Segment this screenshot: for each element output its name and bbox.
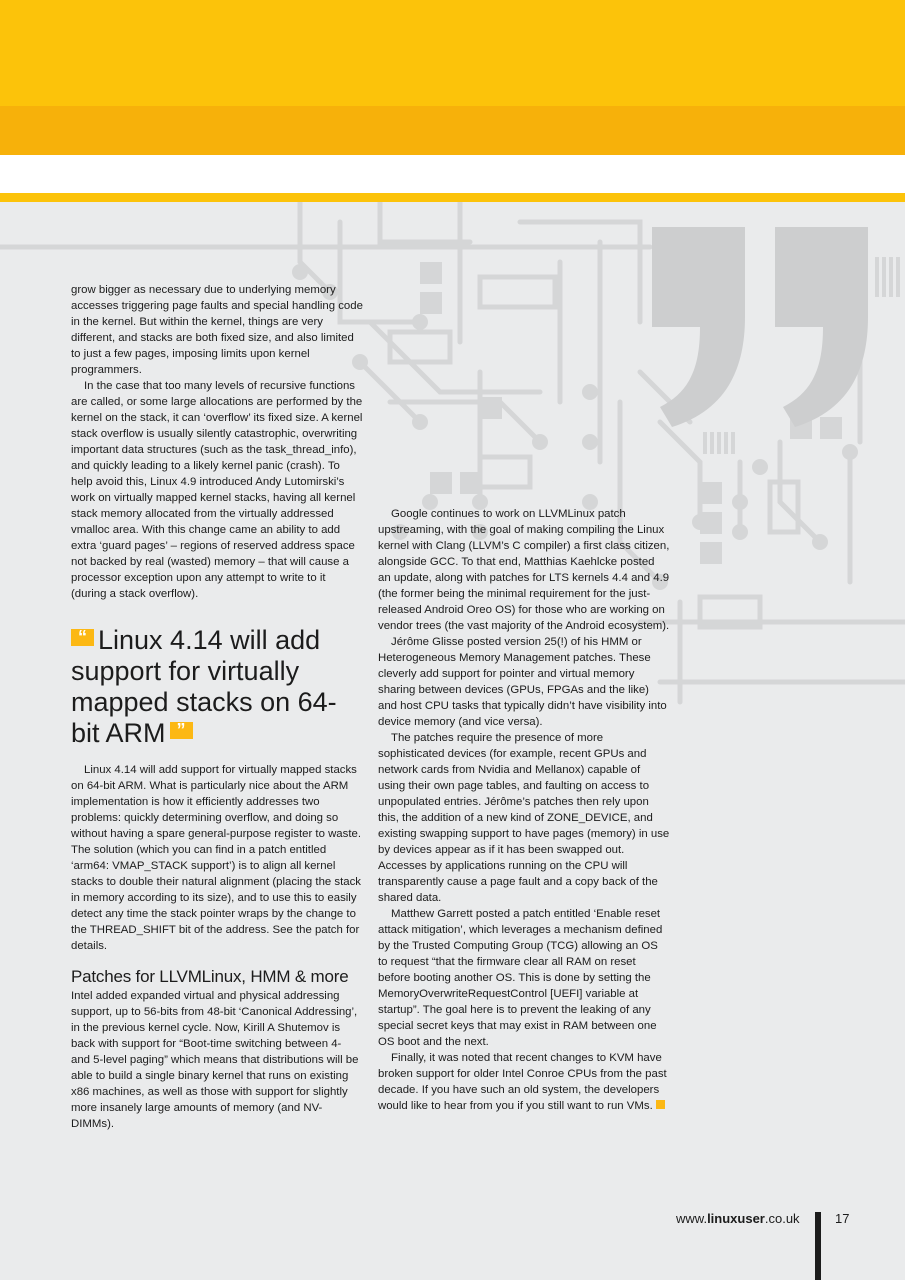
- url-suffix: .co.uk: [764, 1211, 800, 1226]
- page-number: 17: [835, 1211, 850, 1226]
- closing-quote-graphic: [652, 227, 868, 427]
- pull-quote-text: Linux 4.14 will add support for virtually mapped stacks on 64-bit ARM: [71, 625, 337, 748]
- body-paragraph-text: Finally, it was noted that recent changes to KVM have broken support for older Intel Conroe CPUs from the past decade. If you have such an old system, the developers would like to hear from you if you still want to run VMs.: [378, 1052, 667, 1112]
- close-quote-icon: ”: [170, 722, 193, 739]
- url-brand: linuxuser: [707, 1211, 765, 1226]
- header-band-yellow: [0, 0, 905, 106]
- article-column-left: [71, 282, 363, 602]
- body-paragraph: Google continues to work on LLVMLinux patch upstreaming, with the goal of making compiling the Linux kernel with Clang (LLVM’s C compiler) a first class citizen, alongside GCC. To that end, Matthias Kaehlcke posted an update, along with patches for LTS kernels 4.4 and 4.9 (the former being the minimal requirement for the just-released Android Oreo OS) for those who are working on vendor trees (the vast majority of the Android ecosystem).: [378, 508, 670, 632]
- header-stripe: [0, 193, 905, 202]
- body-paragraph: Jérôme Glisse posted version 25(!) of his HMM or Heterogeneous Memory Management patches. These cleverly add support for pointer and virtual memory sharing between devices (GPUs, FPGAs and the like) and host CPU tasks that typically didn’t have visibility into device memory (and vice versa).: [378, 636, 667, 728]
- header-band-white: [0, 155, 905, 193]
- footer-url[interactable]: [676, 1211, 800, 1226]
- footer-divider: [815, 1212, 821, 1280]
- article-column-left-lower: [71, 762, 363, 1132]
- body-paragraph: Matthew Garrett posted a patch entitled ‘Enable reset attack mitigation’, which leverages a mechanism defined by the Trusted Computing Group (TCG) allowing an OS to request “that the firmware clear all RAM on reset before booting another OS. This is done by setting the MemoryOverwriteRequestControl [UEFI] variable at startup”. The goal here is to prevent the leaking of any special secret keys that may exist in RAM between one OS boot and the next.: [378, 908, 663, 1048]
- body-paragraph: The patches require the presence of more sophisticated devices (for example, recent GPUs and network cards from Nvidia and Mellanox) capable of using their own page tables, and faulting on access to unpopulated entries. Jérôme’s patches then rely upon this, the addition of a new kind of ZONE_DEVICE, and existing swapping support to have pages (memory) in use by devices appear as if it has been swapped out. Accesses by applications running on the CPU will transparently cause a page fault and a copy back of the shared data.: [378, 732, 670, 904]
- article-column-right: [378, 506, 670, 1114]
- body-paragraph-final: [378, 1050, 670, 1114]
- end-mark-icon: [656, 1100, 665, 1109]
- body-paragraph: Intel added expanded virtual and physical addressing support, up to 56-bits from 48-bit ‘Canonical Addressing’, in the previous kernel cycle. Now, Kirill A Shutemov is back with support for “Boot-time switching between 4- and 5-level paging” which means that distributions will be able to build a single binary kernel that runs on existing x86 machines, as well as those with support for slightly more insanely large amounts of memory (and NV-DIMMs).: [71, 990, 359, 1130]
- open-quote-icon: “: [71, 629, 94, 646]
- body-paragraph: grow bigger as necessary due to underlying memory accesses triggering page faults and special handling code in the kernel. But within the kernel, things are very different, and stacks are both fixed size, and also limited to just a few pages, imposing limits upon kernel programmers.: [71, 284, 363, 376]
- pull-quote: [71, 625, 361, 749]
- body-paragraph: In the case that too many levels of recursive functions are called, or some large allocations are performed by the kernel on the stack, it can ‘overflow’ its fixed size. A kernel stack overflow is usually silently catastrophic, overwriting important data structures (such as the task_thread_info), and quickly leading to a likely kernel panic (crash). To help avoid this, Linux 4.9 introduced Andy Lutomirski’s work on virtually mapped kernel stacks, having all kernel stack memory allocated from the virtually addressed vmalloc area. With this change came an ability to add extra ‘guard pages’ – regions of reserved address space not backed by real (wasted) memory – that will cause a processor exception upon any attempt to write to it (during a stack overflow).: [71, 380, 363, 600]
- section-subheading: Patches for LLVMLinux, HMM & more: [71, 967, 349, 986]
- body-paragraph: Linux 4.14 will add support for virtually mapped stacks on 64-bit ARM. What is particularly nice about the ARM implementation is how it efficiently addresses two problems: quickly determining overflow, and doing so without having a spare general-purpose register to waste. The solution (which you can find in a patch entitled ‘arm64: VMAP_STACK support’) is to align all kernel stacks to double their natural alignment (placing the stack in memory according to its size), and to use this to easily detect any time the stack pointer wraps by the change to the THREAD_SHIFT bit of the address. See the patch for details.: [71, 764, 361, 952]
- header-band-orange: [0, 106, 905, 155]
- url-prefix: www.: [676, 1211, 708, 1226]
